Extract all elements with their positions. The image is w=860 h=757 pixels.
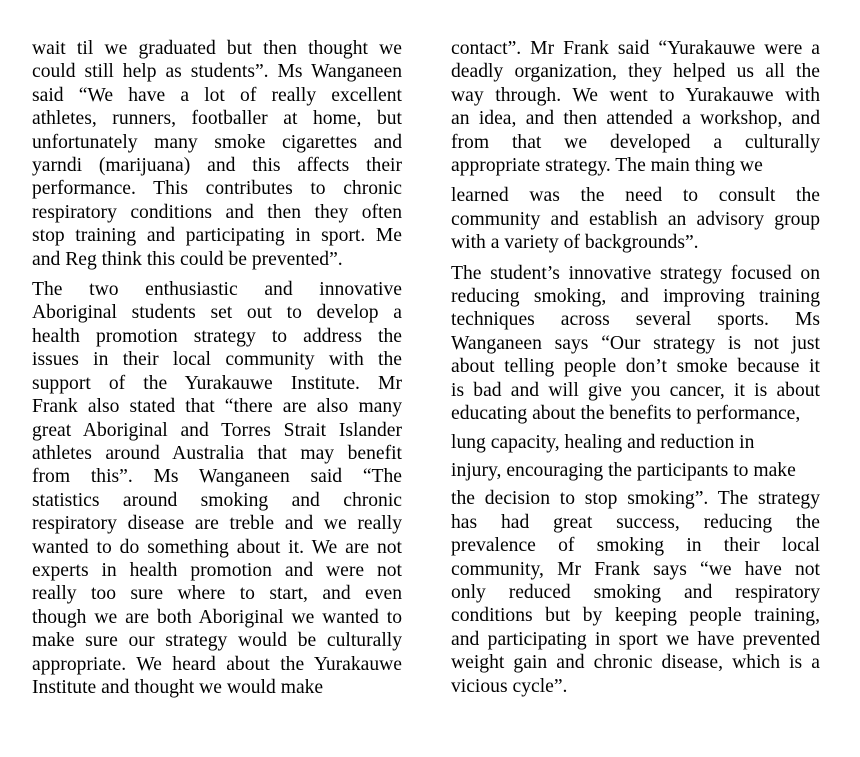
text-line: wait til we graduated but then thought we: [32, 38, 402, 59]
text-line: with a variety of backgrounds”.: [451, 232, 699, 254]
left-column: [32, 37, 402, 699]
text-line: contact”. Mr Frank said “Yurakauwe were a: [451, 38, 820, 59]
right-paragraph-6: [451, 487, 820, 698]
text-line: appropriate strategy. The main thing we: [451, 155, 763, 177]
text-line: The two enthusiastic and innovative: [32, 279, 402, 301]
text-line: statistics around smoking and chronic: [32, 489, 402, 511]
text-line: respiratory conditions and then they often: [32, 201, 402, 223]
text-line: athletes around Australia that may benefit: [32, 442, 402, 464]
text-line: educating about the benefits to performance,: [451, 403, 801, 425]
text-line: conditions but by keeping people training,: [451, 605, 820, 627]
text-line: techniques across several sports. Ms: [451, 309, 820, 331]
text-line: the decision to stop smoking”. The strategy: [451, 488, 820, 510]
text-line: respiratory disease are treble and we really: [32, 513, 402, 535]
text-line: Aboriginal students set out to develop a: [32, 302, 402, 324]
text-line: really too sure where to start, and even: [32, 583, 402, 605]
text-line: Frank also stated that “there are also many: [32, 396, 402, 418]
text-line: way through. We went to Yurakauwe with: [451, 84, 820, 106]
text-line: has had great success, reducing the: [451, 511, 820, 533]
right-paragraph-5: [451, 459, 820, 482]
text-line: performance. This contributes to chronic: [32, 178, 402, 200]
text-line: from that we developed a culturally: [451, 131, 820, 153]
text-line: weight gain and chronic disease, which is a: [451, 652, 820, 674]
text-line: The student’s innovative strategy focused on: [451, 262, 820, 284]
text-line: only reduced smoking and respiratory: [451, 581, 820, 603]
text-line: support of the Yurakauwe Institute. Mr: [32, 372, 402, 394]
text-line: deadly organization, they helped us all the: [451, 61, 820, 83]
text-line: injury, encouraging the participants to make: [451, 459, 796, 481]
text-line: though we are both Aboriginal we wanted to: [32, 606, 402, 628]
text-line: reducing smoking, and improving training: [451, 286, 820, 308]
text-line: about telling people don’t smoke because it: [451, 356, 820, 378]
text-line: health promotion strategy to address the: [32, 325, 402, 347]
text-line: from this”. Ms Wanganeen said “The: [32, 466, 402, 488]
text-line: Institute and thought we would make: [32, 676, 324, 698]
left-paragraph-2: [32, 278, 402, 699]
text-line: community, Mr Frank says “we have not: [451, 558, 820, 580]
text-line: prevalence of smoking in their local: [451, 535, 820, 557]
text-line: appropriate. We heard about the Yurakauwe: [32, 653, 402, 675]
text-line: wanted to do something about it. We are not: [32, 536, 402, 558]
right-paragraph-2: [451, 184, 820, 254]
left-paragraph-1: [32, 37, 402, 271]
right-paragraph-1: [451, 37, 820, 177]
text-line: unfortunately many smoke cigarettes and: [32, 131, 402, 153]
text-line: athletes, runners, footballer at home, but: [32, 108, 402, 130]
text-line: an idea, and then attended a workshop, and: [451, 108, 820, 130]
text-line: stop training and participating in sport. Me: [32, 225, 402, 247]
text-line: could still help as students”. Ms Wanganeen: [32, 61, 402, 83]
text-line: issues in their local community with the: [32, 349, 402, 371]
text-line: vicious cycle”.: [451, 675, 568, 697]
right-paragraph-3: [451, 262, 820, 426]
right-paragraph-4: [451, 431, 820, 454]
text-line: experts in health promotion and were not: [32, 559, 402, 581]
text-line: Wanganeen says “Our strategy is not just: [451, 332, 820, 354]
text-line: and participating in sport we have prevented: [451, 628, 820, 650]
text-line: lung capacity, healing and reduction in: [451, 431, 755, 453]
text-line: make sure our strategy would be culturally: [32, 630, 402, 652]
text-line: and Reg think this could be prevented”.: [32, 248, 343, 270]
text-line: community and establish an advisory group: [451, 208, 820, 230]
text-line: yarndi (marijuana) and this affects their: [32, 155, 402, 177]
text-line: great Aboriginal and Torres Strait Islander: [32, 419, 402, 441]
text-line: said “We have a lot of really excellent: [32, 84, 402, 106]
text-line: is bad and will give you cancer, it is about: [451, 379, 820, 401]
text-line: learned was the need to consult the: [451, 185, 820, 207]
right-column: [451, 37, 820, 698]
